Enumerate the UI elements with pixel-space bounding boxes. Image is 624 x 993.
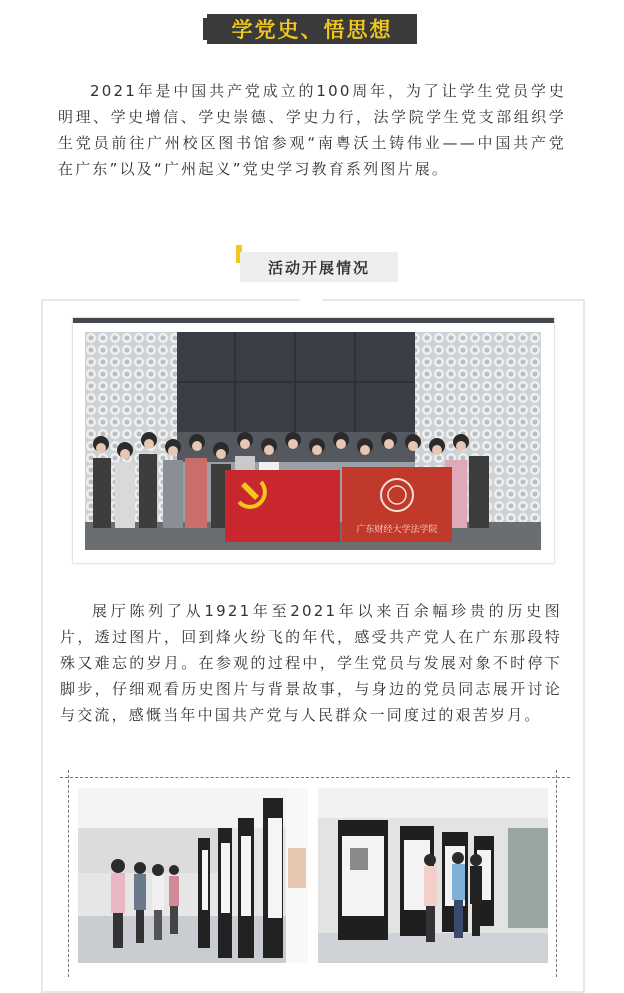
card-notch <box>300 294 322 304</box>
section-heading <box>240 252 398 282</box>
group-photo-frame <box>72 317 555 564</box>
exhibition-photo-right[interactable] <box>318 788 548 963</box>
section-heading-text: 活动开展情况 <box>267 258 370 277</box>
page-title: 学党史、悟思想 <box>231 18 393 42</box>
exhibition-photo-left[interactable] <box>78 788 308 963</box>
photo-frame-topbar <box>73 318 554 323</box>
dashed-border-right <box>556 770 557 977</box>
dashed-border-left <box>68 770 69 977</box>
banner-text: 广东财经大学法学院 <box>356 524 438 534</box>
group-photo[interactable] <box>85 332 541 550</box>
dashed-border-top <box>60 777 570 778</box>
intro-paragraph: 2021年是中国共产党成立的100周年，为了让学生党员学史明理、学史增信、学史崇德、学史力行，法学院学生党支部组织学生党员前往广州校区图书馆参观“南粤沃土铸伟业——中国共产党在广东”以及“广州起义”党史学习教育系列图片展。 <box>58 82 566 178</box>
section-title-banner <box>207 14 417 44</box>
body-paragraph: 展厅陈列了从1921年至2021年以来百余幅珍贵的历史图片，透过图片，回到烽火纷飞的年代，感受共产党人在广东那段特殊又难忘的岁月。在参观的过程中，学生党员与发展对象不时停下脚步，仔细观看历史图片与背景故事，与身边的党员同志展开讨论与交流，感慨当年中国共产党与人民群众一同度过的艰苦岁月。 <box>60 602 562 724</box>
